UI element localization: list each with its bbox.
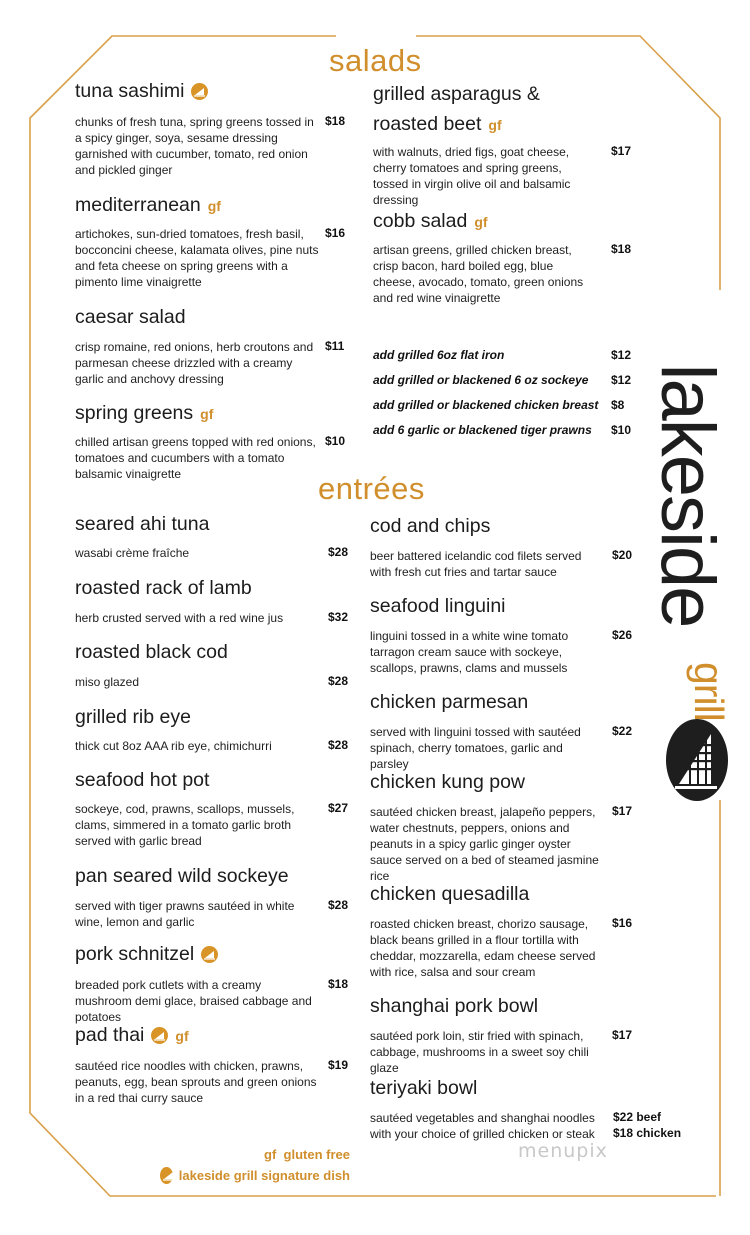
item-description: beer battered icelandic cod filets served with fresh cut fries and tartar sauce [370,549,582,579]
menu-item [370,691,635,771]
item-price: $18 [328,977,349,991]
menu-item [75,943,349,1024]
menu-item [370,883,635,979]
item-price: $18 [325,114,346,128]
legend-gf-mark: gf [264,1147,277,1162]
item-price: $22 [612,724,633,738]
menu-item [75,306,347,386]
item-name: caesar salad [75,306,186,328]
item-description: sockeye, cod, prawns, scallops, mussels, clams, simmered in a tomato garlic broth served with garlic bread [75,802,295,848]
item-name: cobb salad [373,210,468,232]
item-name: mediterranean [75,194,201,216]
item-name: grilled asparagus & [373,82,540,105]
item-price: $28 [328,674,349,688]
item-price: $16 [325,226,346,240]
addon-price: $12 [611,373,632,387]
addon-price: $12 [611,348,632,362]
item-name: seafood hot pot [75,769,210,791]
entrees-heading: entrées [318,471,425,506]
item-price: $20 [612,548,633,562]
addon-label: add grilled or blackened 6 oz sockeye [373,373,589,387]
item-description: sautéed vegetables and shanghai noodles with your choice of grilled chicken or steak [370,1111,595,1141]
menu-item [370,595,635,675]
item-name: pork schnitzel [75,943,195,965]
menu-item [75,865,349,929]
menu-item [373,210,635,305]
item-name: shanghai pork bowl [370,995,539,1017]
item-name: tuna sashimi [75,80,185,102]
item-description: served with linguini tossed with sautéed spinach, cherry tomatoes, garlic and parsley [370,725,581,771]
item-description: herb crusted served with a red wine jus [75,611,284,625]
gluten-free-mark: gf [200,405,214,422]
item-name: pan seared wild sockeye [75,865,289,887]
menu-item [370,515,635,579]
item-price: $11 [325,339,345,353]
legend [160,1147,350,1184]
item-price: $17 [612,804,633,818]
gluten-free-mark: gf [175,1027,189,1044]
menu-item [75,641,349,689]
item-name: seared ahi tuna [75,513,210,535]
brand-logo-icon [665,718,729,802]
item-price: $16 [612,916,633,930]
item-description: sautéed rice noodles with chicken, prawns, peanuts, egg, bean sprouts and green onions in a red thai curry sauce [75,1059,317,1105]
brand-grill-word: grill [686,662,732,721]
item-price: $22 beef [613,1110,662,1124]
item-name: grilled rib eye [75,706,191,728]
item-price: $32 [328,610,349,624]
gluten-free-mark: gf [207,197,221,214]
menu-item [75,769,349,848]
menu-item [370,771,635,883]
item-price: $28 [328,898,349,912]
item-description: linguini tossed in a white wine tomato tarragon cream sauce with sockeye, scallops, prawns, clams and mussels [370,629,569,675]
addon-label: add grilled 6oz flat iron [373,348,505,362]
legend-signature-label: lakeside grill signature dish [178,1168,350,1183]
signature-dish-icon [201,946,218,963]
item-name: chicken kung pow [370,771,526,793]
legend-gf-label: gluten free [283,1147,350,1162]
signature-dish-icon [151,1027,168,1044]
item-name: seafood linguini [370,595,506,617]
item-name: roasted beet [373,113,482,135]
watermark: menupix [518,1140,608,1162]
item-price: $27 [328,801,349,815]
menu-item [75,513,349,560]
item-description: sautéed chicken breast, jalapeño peppers, water chestnuts, peppers, onions and peanuts in a spicy garlic ginger oyster sauce served on a bed of steamed jasmine rice [370,805,599,883]
item-name: chicken parmesan [370,691,529,713]
menu-item [75,194,347,289]
salads-heading: salads [329,43,422,78]
item-name: teriyaki bowl [370,1077,478,1099]
brand-word: lakeside [645,363,730,627]
menu-item [370,1077,682,1141]
item-description: roasted chicken breast, chorizo sausage, black beans grilled in a flour tortilla with cheddar, mozzarella, edam cheese served with rice, salsa and sour cream [370,917,596,979]
item-name: roasted black cod [75,641,228,663]
item-description: chunks of fresh tuna, spring greens tossed in a spicy ginger, soya, sesame dressing garnished with cucumber, tomato, red onion and pickled ginger [75,115,314,177]
item-description: artichokes, sun-dried tomatoes, fresh basil, bocconcini cheese, kalamata olives, pine nuts and feta cheese on spring greens with a pimento lime vinaigrette [75,227,319,289]
menu-item [75,402,347,481]
item-description: crisp romaine, red onions, herb croutons and parmesan cheese drizzled with a creamy garlic and anchovy dressing [75,340,314,386]
item-price: $10 [325,434,346,448]
item-price: $26 [612,628,633,642]
item-price: $18 [611,242,632,256]
menu-item [75,80,347,177]
addon-price: $10 [611,423,632,437]
gluten-free-mark: gf [474,213,488,230]
gluten-free-mark: gf [488,116,502,133]
item-price: $19 [328,1058,349,1072]
signature-dish-icon [191,83,208,100]
addon-price: $8 [611,398,625,412]
item-description: breaded pork cutlets with a creamy mushroom demi glace, braised cabbage and potatoes [75,978,312,1024]
signature-dish-icon [160,1167,173,1184]
item-price: $18 chicken [613,1126,682,1140]
addon-label: add 6 garlic or blackened tiger prawns [373,423,592,437]
item-description: served with tiger prawns sautéed in white wine, lemon and garlic [75,899,295,929]
item-description: wasabi crème fraîche [75,546,190,560]
item-name: roasted rack of lamb [75,577,252,599]
item-price: $28 [328,738,349,752]
item-description: thick cut 8oz AAA rib eye, chimichurri [75,739,272,753]
item-name: pad thai [75,1024,145,1046]
item-price: $17 [611,144,632,158]
item-price: $17 [612,1028,633,1042]
menu-item [75,577,349,625]
item-description: miso glazed [75,675,140,689]
item-description: sautéed pork loin, stir fried with spinach, cabbage, mushrooms in a sweet soy chili glaze [370,1029,589,1075]
menu-item [75,1024,349,1105]
item-description: chilled artisan greens topped with red onions, tomatoes and cucumbers with a tomato balsamic vinaigrette [75,435,316,481]
item-price: $28 [328,545,349,559]
item-name: cod and chips [370,515,491,537]
menu-item [75,706,349,753]
brand-wordmark [647,292,742,692]
addon-label: add grilled or blackened chicken breast [373,398,599,412]
item-description: with walnuts, dried figs, goat cheese, cherry tomatoes and spring greens, tossed in virgin olive oil and balsamic dressing [373,145,571,207]
item-description: artisan greens, grilled chicken breast, crisp bacon, hard boiled egg, blue cheese, avocado, tomato, green onions and red wine vinaigrette [373,243,584,305]
item-name: chicken quesadilla [370,883,530,905]
menu-item [370,995,635,1075]
menu-item [373,82,635,207]
item-name: spring greens [75,402,194,424]
